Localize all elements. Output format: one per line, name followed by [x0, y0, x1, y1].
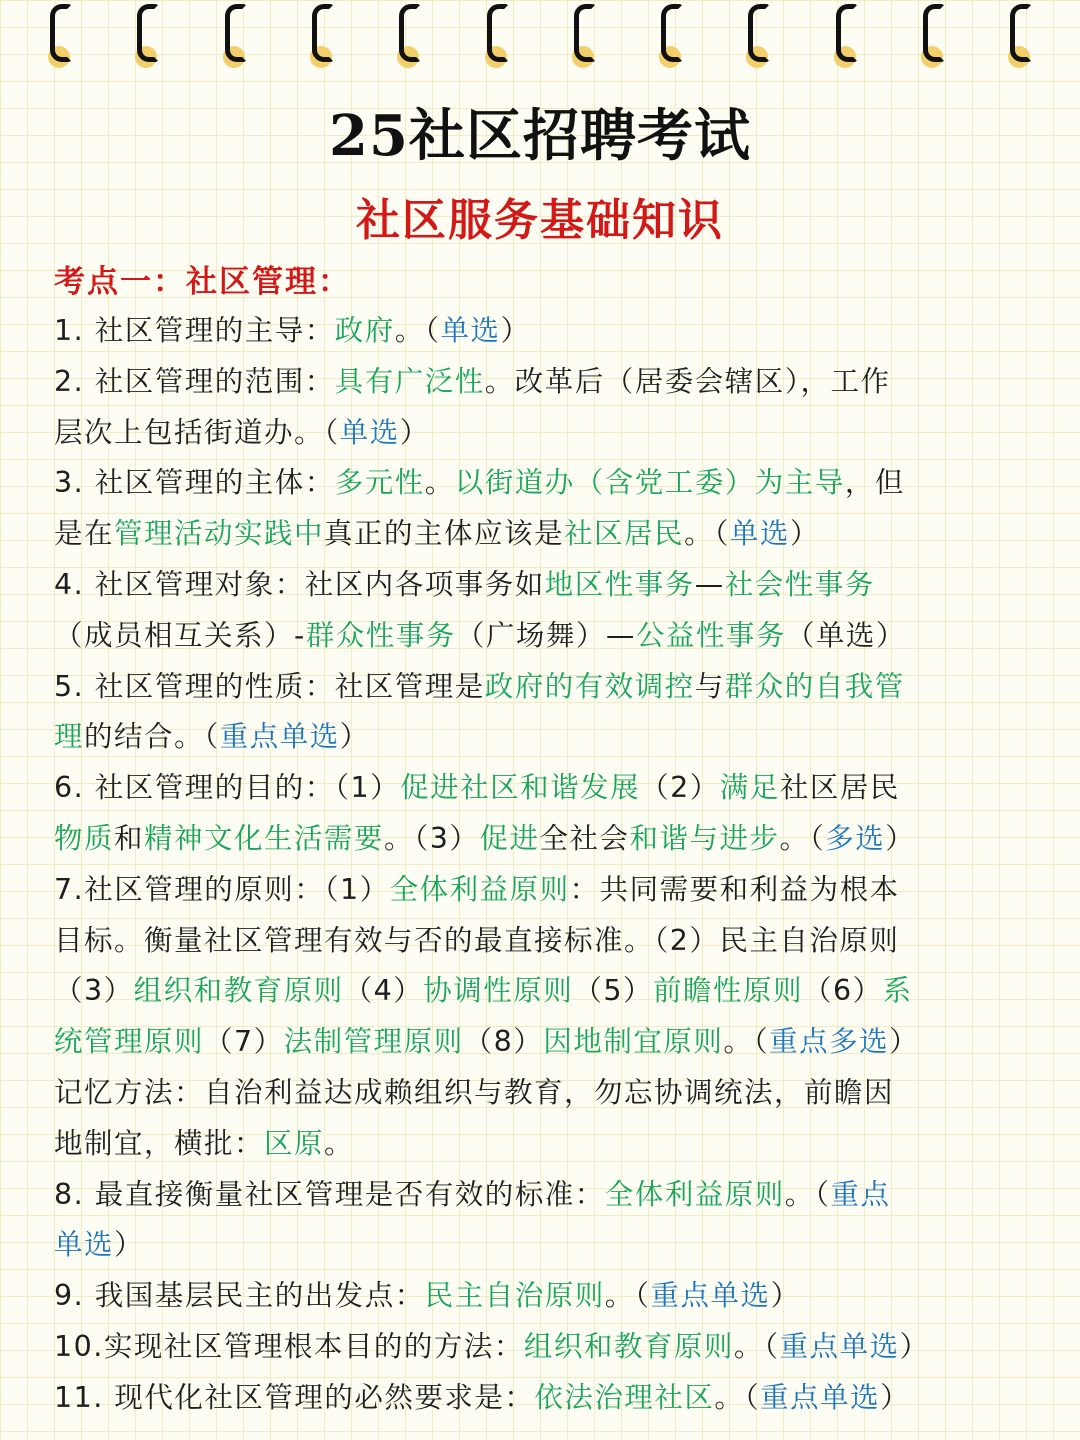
keyword-highlight: 全体利益原则 — [389, 872, 570, 906]
note-text: （5） — [573, 974, 653, 1008]
note-line — [54, 357, 1049, 408]
note-text: ） — [339, 720, 370, 754]
question-type-tag: 重点单选 — [650, 1279, 771, 1313]
keyword-highlight: 社会性事务 — [724, 567, 875, 601]
note-line — [54, 662, 1049, 713]
note-line — [54, 560, 1049, 611]
note-text: 。（ — [779, 821, 826, 855]
note-text: 是在 — [54, 517, 115, 551]
note-line — [54, 611, 1049, 662]
note-text: （7） — [204, 1025, 284, 1059]
note-text: （3） — [54, 974, 134, 1008]
keyword-highlight: 满足 — [719, 771, 780, 805]
note-text: ） — [880, 1380, 911, 1414]
keyword-highlight: 物质 — [54, 821, 115, 855]
note-text: ） — [889, 1025, 920, 1059]
keyword-highlight: 政府 — [334, 314, 395, 347]
keyword-highlight: 公益性事务 — [635, 618, 786, 652]
note-text: 。（3） — [384, 821, 480, 855]
note-text: 。（ — [784, 1177, 831, 1211]
note-text: 1. 社区管理的主导： — [54, 314, 335, 347]
keyword-highlight: 促进 — [479, 821, 540, 855]
notes-body — [54, 306, 1049, 1424]
note-text: 。 — [424, 466, 455, 500]
note-text: 6. 社区管理的目的：（1） — [54, 771, 401, 805]
note-text: 8. 最直接衡量社区管理是否有效的标准： — [54, 1177, 605, 1211]
note-text: 记忆方法：自治利益达成赖组织与教育，勿忘协调统法，前瞻因 — [54, 1075, 895, 1109]
note-text: ） — [500, 314, 531, 347]
binder-ring-icon — [743, 0, 773, 70]
note-text: （4） — [343, 974, 424, 1008]
note-line — [54, 712, 1049, 763]
note-line — [54, 458, 1049, 509]
keyword-highlight: 政府的有效调控 — [484, 669, 695, 703]
note-text: ） — [885, 821, 916, 855]
keyword-highlight: 具有广泛性 — [334, 364, 485, 398]
page-subtitle: 社区服务基础知识 — [356, 195, 724, 246]
keyword-highlight: 系 — [882, 974, 913, 1008]
keyword-highlight: 组织和教育原则 — [523, 1329, 734, 1363]
keyword-highlight: 全体利益原则 — [604, 1177, 785, 1211]
binder-ring-icon — [132, 0, 162, 70]
keyword-highlight: 促进社区和谐发展 — [400, 771, 641, 805]
note-text: 5. 社区管理的性质：社区管理是 — [54, 669, 485, 703]
note-line — [54, 1017, 1049, 1068]
note-line — [54, 1068, 1049, 1119]
note-line — [54, 306, 1049, 357]
question-type-tag: 多选 — [825, 821, 886, 855]
keyword-highlight: 管理活动实践中 — [114, 517, 325, 551]
question-type-tag: 单选 — [339, 415, 400, 449]
binder-ring-icon — [1005, 0, 1035, 70]
binder-ring-icon — [45, 0, 75, 70]
keyword-highlight: 精神文化生活需要 — [144, 821, 385, 855]
note-text: 和 — [114, 821, 145, 855]
note-text: 。改革后（居委会辖区），工作 — [484, 364, 891, 398]
binder-ring-icon — [656, 0, 686, 70]
question-type-tag: 单选 — [440, 314, 501, 347]
note-text: 与 — [694, 669, 725, 703]
note-text: ） — [114, 1228, 145, 1262]
keyword-highlight: 前瞻性原则 — [652, 974, 803, 1008]
note-text: 10.实现社区管理根本目的的方法： — [54, 1329, 524, 1363]
note-text: 的结合。（ — [84, 720, 220, 754]
keyword-highlight: 组织和教育原则 — [133, 974, 344, 1008]
note-text: 。（ — [733, 1329, 780, 1363]
note-line — [54, 763, 1049, 814]
note-text: ） — [399, 415, 430, 449]
binder-ring-icon — [918, 0, 948, 70]
keyword-highlight: 理 — [54, 720, 85, 754]
note-text: 3. 社区管理的主体： — [54, 466, 335, 500]
note-line — [54, 509, 1049, 560]
note-text: （广场舞）— — [455, 618, 636, 652]
question-type-tag: 重点单选 — [219, 720, 340, 754]
question-type-tag: 重点单选 — [760, 1380, 881, 1414]
note-line — [54, 408, 1049, 459]
question-type-tag: 单选 — [54, 1228, 115, 1262]
note-line — [54, 1119, 1049, 1170]
note-line — [54, 865, 1049, 916]
note-text: 真正的主体应该是 — [324, 517, 565, 551]
note-text: 层次上包括街道办。（ — [54, 415, 340, 449]
binder-ring-icon — [831, 0, 861, 70]
keyword-highlight: 多元性 — [334, 466, 425, 500]
keyword-highlight: 群众的自我管 — [724, 669, 905, 703]
note-line — [54, 916, 1049, 967]
keyword-highlight: 区原 — [264, 1126, 325, 1160]
note-line — [54, 1373, 1049, 1424]
note-text: 。 — [324, 1126, 355, 1160]
note-text: 7.社区管理的原则：（1） — [54, 872, 390, 906]
question-type-tag: 重点单选 — [779, 1329, 900, 1363]
keyword-highlight: 依法治理社区 — [534, 1380, 715, 1414]
keyword-highlight: 以街道办（含党工委）为主导 — [454, 466, 845, 500]
keyword-highlight: 协调性原则 — [423, 974, 574, 1008]
keyword-highlight: 因地制宜原则 — [543, 1025, 724, 1059]
note-text: （2） — [640, 771, 720, 805]
note-text: （8） — [463, 1025, 544, 1059]
note-text: 。（ — [604, 1279, 651, 1313]
keyword-highlight: 民主自治原则 — [424, 1279, 605, 1313]
keyword-highlight: 地区性事务 — [544, 567, 695, 601]
binder-ring-icon — [220, 0, 250, 70]
note-text: ） — [899, 1329, 930, 1363]
note-text: ） — [770, 1279, 801, 1313]
note-line — [54, 814, 1049, 865]
note-text: 。（ — [714, 1380, 761, 1414]
spiral-binding — [0, 0, 1080, 80]
note-text: 。（ — [684, 517, 730, 551]
binder-ring-icon — [569, 0, 599, 70]
note-text: （6） — [802, 974, 883, 1008]
page-title: 25社区招聘考试 — [329, 103, 751, 169]
note-line — [54, 1271, 1049, 1322]
note-line — [54, 1322, 1049, 1373]
note-line — [54, 966, 1049, 1017]
keyword-highlight: 法制管理原则 — [283, 1025, 464, 1059]
keyword-highlight: 群众性事务 — [305, 618, 456, 652]
note-text: ：共同需要和利益为根本 — [569, 872, 900, 906]
note-text: 。（ — [394, 314, 441, 347]
note-text: 2. 社区管理的范围： — [54, 364, 335, 398]
binder-ring-icon — [394, 0, 424, 70]
note-text: 全社会 — [539, 821, 630, 855]
note-text: 11. 现代化社区管理的必然要求是： — [54, 1380, 535, 1414]
keyword-highlight: 统管理原则 — [54, 1025, 205, 1059]
question-type-tag: 单选 — [729, 517, 790, 551]
note-text: ，但 — [844, 466, 905, 500]
note-line — [54, 1220, 1049, 1271]
keyword-highlight: 和谐与进步 — [629, 821, 780, 855]
note-text: — — [694, 567, 725, 601]
note-text: 4. 社区管理对象：社区内各项事务如 — [54, 567, 545, 601]
note-line — [54, 1170, 1049, 1221]
note-text: （单选） — [785, 618, 906, 652]
binder-ring-icon — [482, 0, 512, 70]
note-text: ） — [789, 517, 820, 551]
binder-ring-icon — [307, 0, 337, 70]
note-text: 目标。衡量社区管理有效与否的最直接标准。（2）民主自治原则 — [54, 923, 900, 957]
note-text: 9. 我国基层民主的出发点： — [54, 1279, 425, 1313]
question-type-tag: 重点 — [830, 1177, 891, 1211]
question-type-tag: 重点多选 — [769, 1025, 890, 1059]
note-text: 社区居民 — [779, 771, 900, 805]
note-text: （成员相互关系）- — [54, 618, 306, 652]
note-text: 地制宜，横批： — [54, 1126, 265, 1160]
section-heading: 考点一：社区管理： — [54, 264, 351, 300]
note-text: 。（ — [723, 1025, 770, 1059]
keyword-highlight: 社区居民 — [564, 517, 685, 551]
